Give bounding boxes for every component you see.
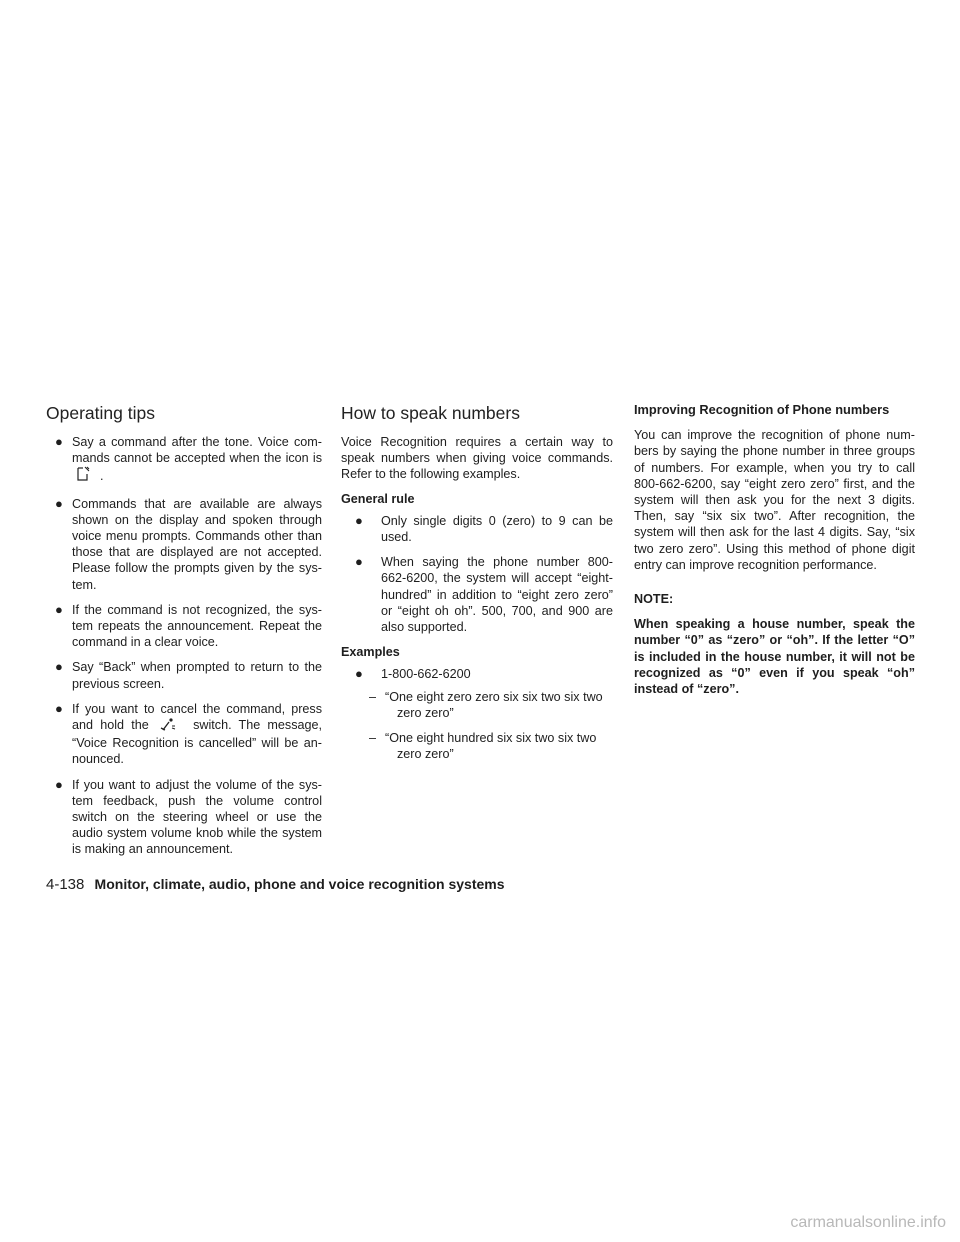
general-rule-list	[341, 513, 613, 635]
operating-tips-list	[46, 434, 322, 858]
bullet-dot: ●	[355, 554, 363, 570]
list-item: – “One eight hundred six six two six two zero zero”	[369, 731, 597, 762]
heading-improving-recognition: Improving Recognition of Phone numbers	[634, 402, 890, 417]
bullet-dot: ●	[355, 666, 363, 682]
note-label: NOTE:	[634, 592, 674, 607]
example-variants-list	[341, 689, 613, 763]
column-operating-tips	[46, 402, 322, 867]
examples-list	[341, 666, 613, 682]
bullet-dot: ●	[55, 776, 63, 792]
watermark: carmanualsonline.info	[790, 1214, 946, 1231]
bullet-dot: ●	[55, 601, 63, 617]
dash-marker: –	[369, 689, 377, 704]
list-item: – “One eight zero zero six six two six two zero zero”	[369, 689, 603, 720]
list-item: ● Commands that are available are always shown on the display and spoken through voice menu prompts. Commands other than those that are displayed are not accepted. Please follow the prompts given by the sys-tem.	[55, 495, 322, 592]
dash-marker: –	[369, 731, 377, 746]
footer-title: Monitor, climate, audio, phone and voice recognition systems	[94, 876, 505, 892]
bullet-dot: ●	[55, 434, 63, 449]
list-item: ● If the command is not recognized, the sys-tem repeats the announcement. Repeat the command in a clear voice.	[55, 601, 322, 650]
voice-prompt-icon	[76, 466, 90, 486]
intro-paragraph: Voice Recognition requires a certain way to speak numbers when giving voice commands. Refer to the following examples.	[341, 435, 613, 482]
bullet-dot: ●	[55, 495, 63, 511]
heading-operating-tips: Operating tips	[46, 403, 155, 423]
note-body: When speaking a house number, speak the number “0” as “zero” or “oh”. If the letter “O” is included in the house number, it will not be recognized as “0” even if you speak “oh” instead of “zero”.	[634, 617, 915, 697]
general-rule-label: General rule	[341, 491, 415, 506]
page-number: 4-138	[46, 876, 85, 893]
column-improving-recognition	[634, 402, 915, 697]
list-item: ● Say a command after the tone. Voice com-mands cannot be accepted when the icon is .	[46, 434, 322, 487]
talk-switch-icon	[160, 717, 176, 735]
heading-how-to-speak-numbers: How to speak numbers	[341, 403, 520, 423]
examples-label: Examples	[341, 645, 400, 660]
list-item: ● Say “Back” when prompted to return to the previous screen.	[55, 659, 322, 691]
bullet-dot: ●	[55, 659, 63, 675]
list-item: ● If you want to cancel the command, press and hold the switch. The message, “Voice Recognition is cancelled” will be an-nounced.	[55, 700, 323, 767]
bullet-dot: ●	[355, 512, 363, 528]
bullet-dot: ●	[55, 700, 63, 716]
page-footer	[46, 876, 505, 893]
improving-recognition-paragraph: You can improve the recognition of phone num-bers by saying the phone number in three groups of numbers. For example, when you try to call 800-662-6200, say “eight zero zero” first, and the system will then ask you for the next 3 digits. Then, say “six six two”. After recognition, the system will then ask for the last 4 digits. Say, “six two zero zero”. Using this method of phone digit entry can improve recognition performance.	[634, 428, 915, 572]
list-item: ● When saying the phone number 800-662-6200, the system will accept “eight-hundred” in addition to “eight zero zero” or “eight oh oh”. 500, 700, and 900 are also supported.	[355, 554, 613, 635]
list-item: ● Only single digits 0 (zero) to 9 can be used.	[355, 512, 613, 545]
list-item: ● If you want to adjust the volume of the sys-tem feedback, push the volume control switch on the steering wheel or use the audio system volume knob while the system is making an announcement.	[55, 776, 322, 857]
list-item: ● 1-800-662-6200	[355, 666, 471, 682]
column-how-to-speak-numbers	[341, 402, 613, 771]
